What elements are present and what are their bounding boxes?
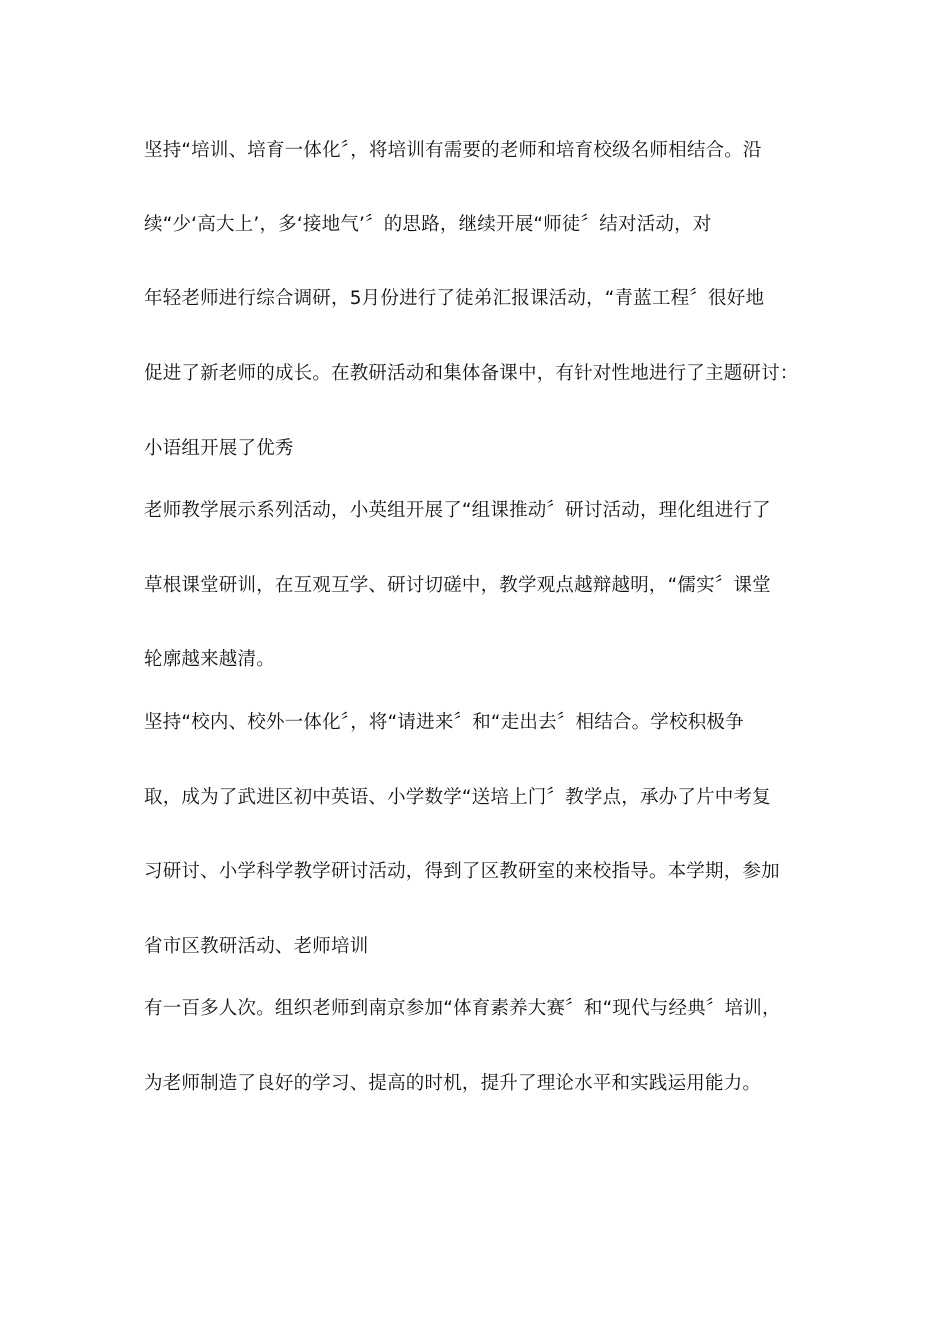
text-line: 轮廓越来越清。	[144, 649, 275, 670]
text-line: 有一百多人次。组织老师到南京参加“体育素养大赛〞和“现代与经典〞培训，	[144, 998, 781, 1019]
text-line: 取，成为了武进区初中英语、小学数学“送培上门〞教学点，承办了片中考复	[144, 787, 771, 808]
text-line: 草根课堂研训，在互观互学、研讨切磋中，教学观点越辩越明，“儒实〞课堂	[144, 575, 771, 596]
text-line: 为老师制造了良好的学习、提高的时机，提升了理论水平和实践运用能力。	[144, 1073, 762, 1094]
text-line: 坚持“校内、校外一体化〞，将“请进来〞和“走出去〞相结合。学校积极争	[144, 712, 744, 733]
text-line: 习研讨、小学科学教学研讨活动，得到了区教研室的来校指导。本学期，参加	[144, 861, 780, 882]
text-line: 省市区教研活动、老师培训	[144, 936, 369, 957]
text-line: 老师教学展示系列活动，小英组开展了“组课推动〞研讨活动，理化组进行了	[144, 500, 771, 521]
text-line: 小语组开展了优秀	[144, 438, 294, 459]
text-line: 年轻老师进行综合调研，5月份进行了徒弟汇报课活动，“青蓝工程〞很好地	[144, 288, 765, 309]
text-line: 坚持“培训、培育一体化〞，将培训有需要的老师和培育校级名师相结合。沿	[144, 140, 762, 161]
text-line: 续“少‘高大上’，多‘接地气’〞的思路，继续开展“师徒〞结对活动，对	[144, 214, 712, 235]
text-line: 促进了新老师的成长。在教研活动和集体备课中，有针对性地进行了主题研讨：	[144, 363, 799, 384]
